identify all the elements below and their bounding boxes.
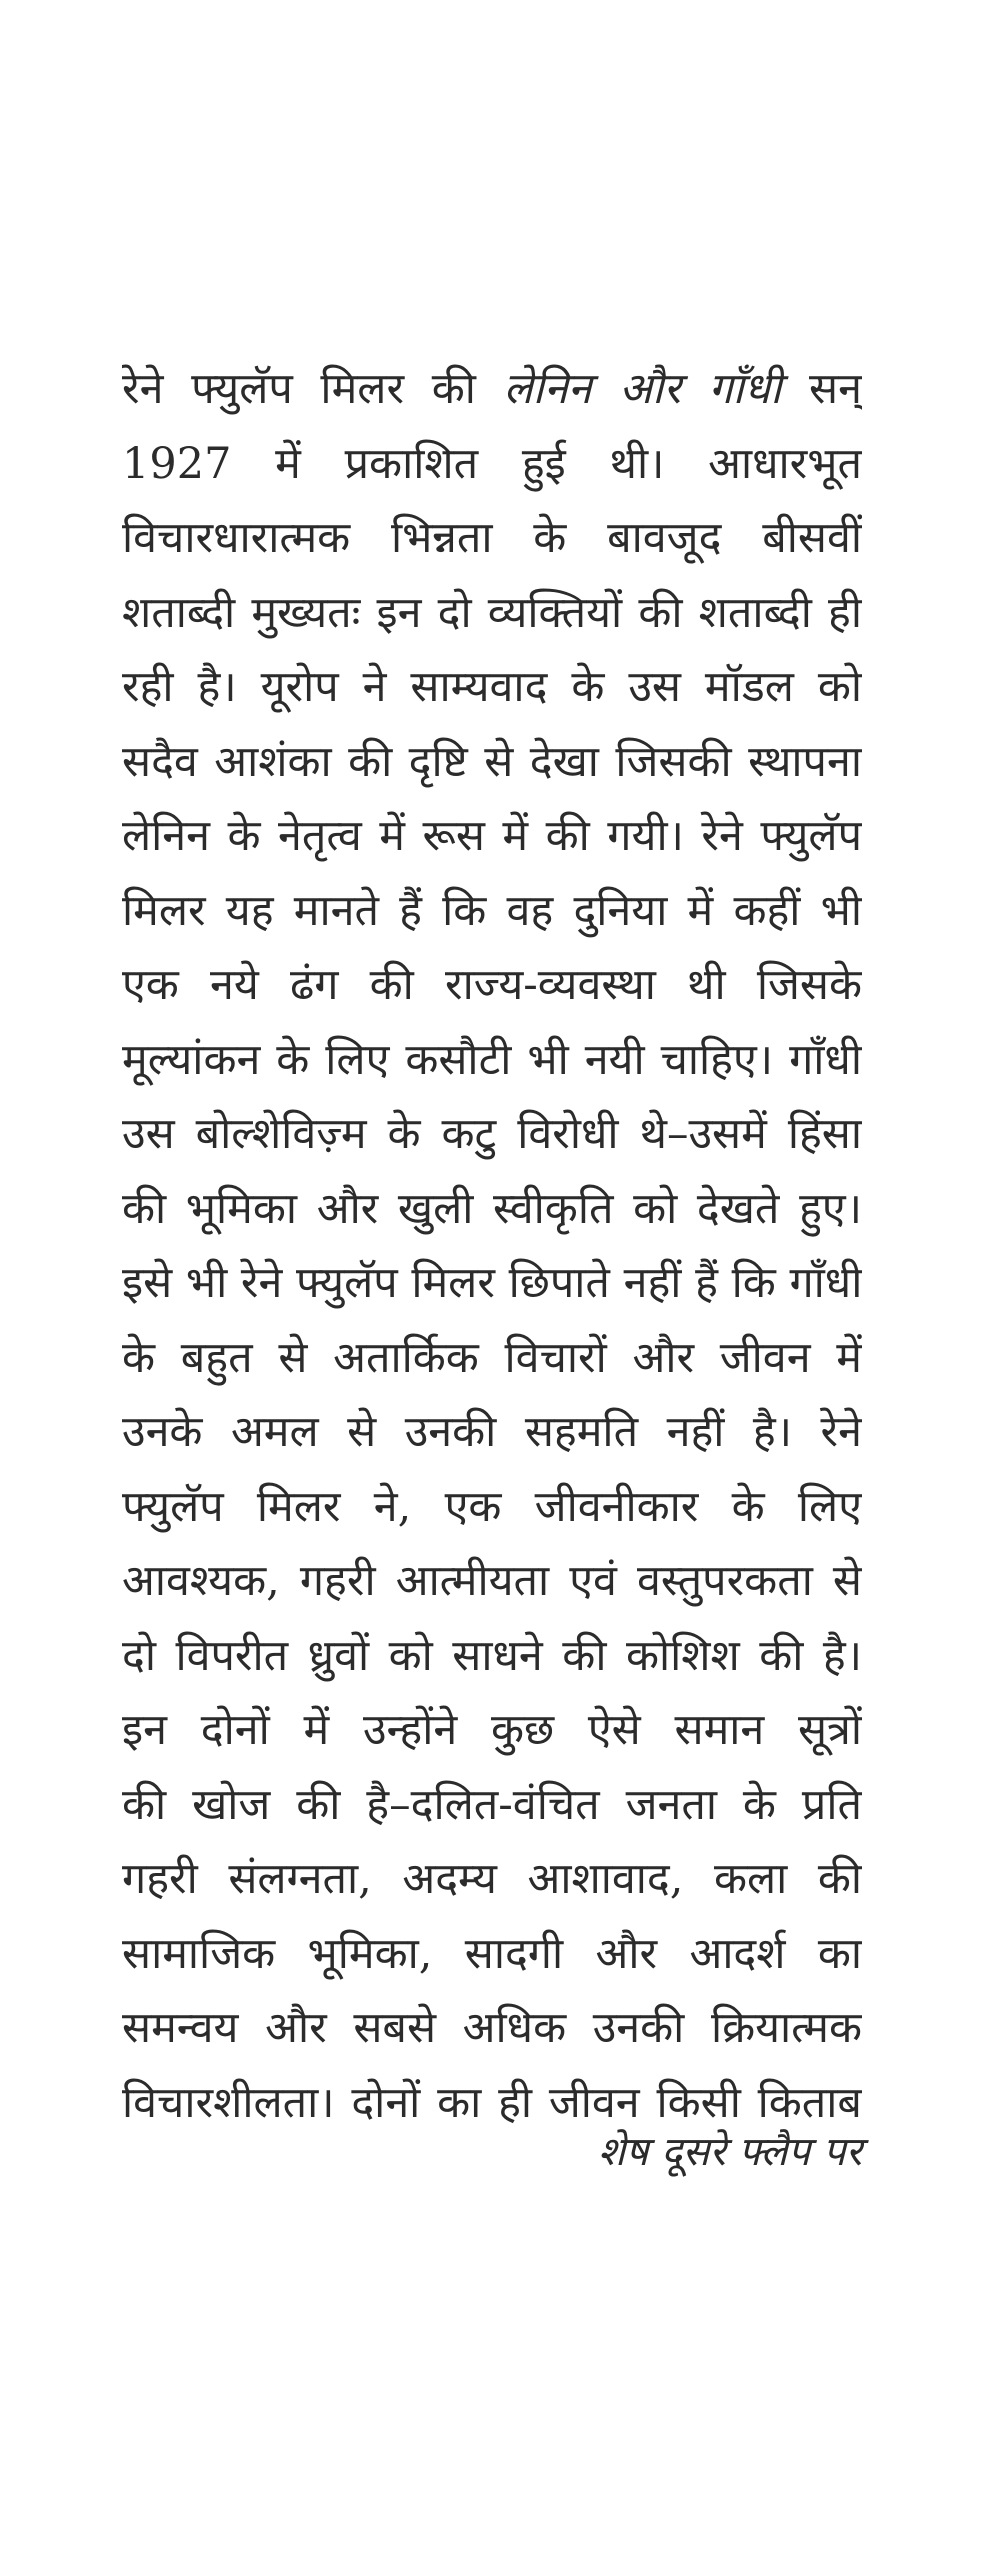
text-line-6: सदैव आशंका की दृष्टि से देखा जिसकी स्थापना <box>122 736 862 787</box>
text-line-16: फ्युलॅप मिलर ने, एक जीवनीकार के लिए <box>122 1481 862 1532</box>
text-line-22: सामाजिक भूमिका, सादगी और आदर्श का <box>122 1928 862 1979</box>
text-line-1-tail: सन् <box>781 364 862 414</box>
text-line-19: इन दोनों में उन्होंने कुछ ऐसे समान सूत्रों <box>122 1705 862 1755</box>
text-line-14: के बहुत से अतार्किक विचारों और जीवन में <box>122 1332 862 1383</box>
text-line-7: लेनिन के नेतृत्व में रूस में की गयी। रेने फ्युलॅप <box>122 811 862 861</box>
continued-on-other-flap-note: शेष दूसरे फ्लैप पर <box>598 2129 862 2175</box>
text-line-1 <box>122 352 862 427</box>
text-line-9: एक नये ढंग की राज्य-व्यवस्था थी जिसके <box>122 960 862 1010</box>
text-line-2: 1927 में प्रकाशित हुई थी। आधारभूत <box>122 438 862 489</box>
text-line-13: इसे भी रेने फ्युलॅप मिलर छिपाते नहीं हैं कि गाँधी <box>122 1258 862 1308</box>
text-line-24: विचारशीलता। दोनों का ही जीवन किसी किताब <box>122 2077 862 2128</box>
text-line-17: आवश्यक, गहरी आत्मीयता एवं वस्तुपरकता से <box>122 1556 862 1606</box>
flap-body-text <box>122 352 862 2140</box>
text-line-18: दो विपरीत ध्रुवों को साधने की कोशिश की है। <box>122 1630 862 1681</box>
text-line-5: रही है। यूरोप ने साम्यवाद के उस मॉडल को <box>122 662 862 712</box>
text-line-8: मिलर यह मानते हैं कि वह दुनिया में कहीं भी <box>122 885 862 936</box>
text-line-23: समन्वय और सबसे अधिक उनकी क्रियात्मक <box>122 2003 862 2053</box>
text-line-20: की खोज की है–दलित-वंचित जनता के प्रति <box>122 1779 862 1830</box>
text-line-10: मूल्यांकन के लिए कसौटी भी नयी चाहिए। गाँधी <box>122 1034 862 1085</box>
text-line-12: की भूमिका और खुली स्वीकृति को देखते हुए। <box>122 1183 862 1234</box>
text-line-1-lead: रेने फ्युलॅप मिलर की <box>122 364 504 414</box>
text-line-4: शताब्दी मुख्यतः इन दो व्यक्तियों की शताब्दी ही <box>122 587 862 638</box>
text-line-11: उस बोल्शेविज़्म के कटु विरोधी थे–उसमें हिंसा <box>122 1109 862 1159</box>
text-line-15: उनके अमल से उनकी सहमति नहीं है। रेने <box>122 1407 862 1457</box>
text-line-3: विचारधारात्मक भिन्नता के बावजूद बीसवीं <box>122 513 862 563</box>
book-title-lenin-aur-gandhi: लेनिन और गाँधी <box>503 364 782 414</box>
text-line-21: गहरी संलग्नता, अदम्य आशावाद, कला की <box>122 1854 862 1904</box>
